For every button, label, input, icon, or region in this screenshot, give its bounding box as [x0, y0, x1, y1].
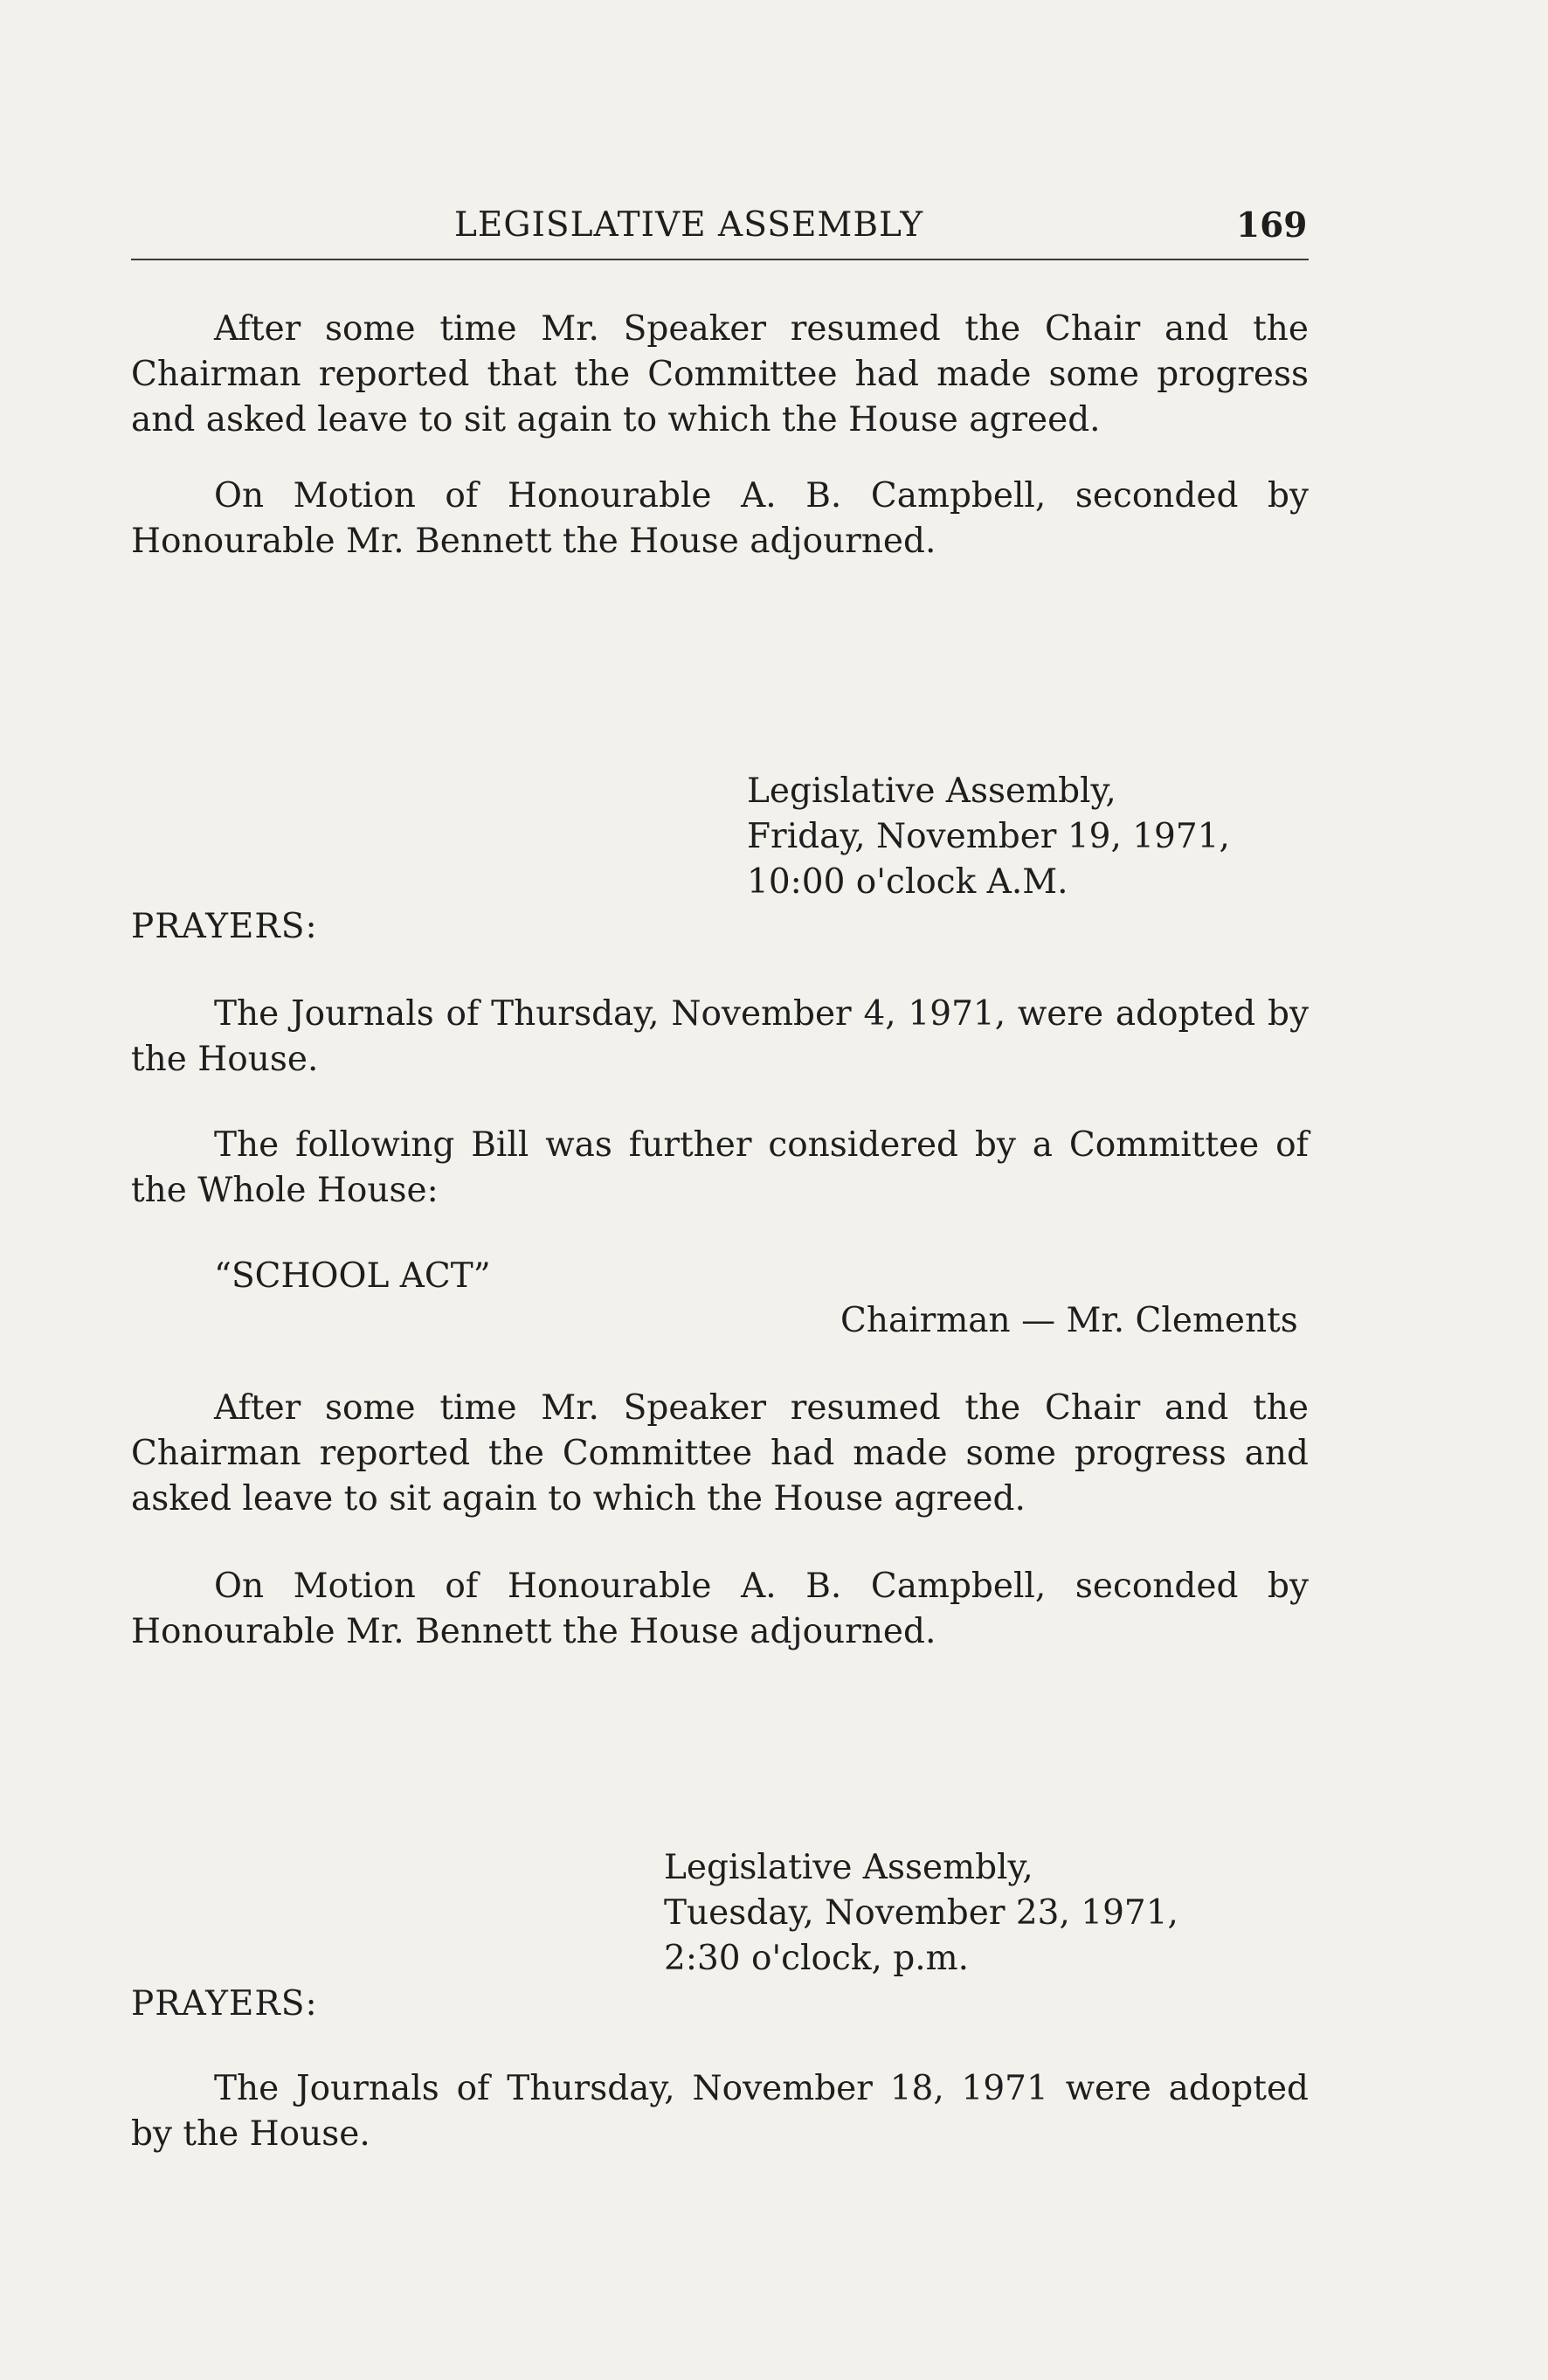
paragraph-bill-considered: The following Bill was further considered by a Committee of the Whole House:: [131, 1125, 1309, 1210]
sitting-header-line-2: Friday, November 19, 1971,: [747, 817, 1230, 856]
page-number: 169: [1236, 205, 1308, 246]
paragraph-adjournment-2: On Motion of Honourable A. B. Campbell, seconded by Honourable Mr. Bennett the House adjourned.: [131, 1567, 1309, 1651]
sitting2-header-line-2: Tuesday, November 23, 1971,: [664, 1893, 1178, 1933]
sitting2-header-line-3: 2:30 o'clock, p.m.: [664, 1939, 969, 1978]
sitting2-header-line-1: Legislative Assembly,: [664, 1848, 1033, 1887]
paragraph-committee-report-1: After some time Mr. Speaker resumed the Chair and the Chairman reported that the Committee had made some progress and asked leave to sit again to which the House agreed.: [131, 309, 1309, 439]
prayers-heading-1: PRAYERS:: [131, 907, 318, 946]
bill-title: “SCHOOL ACT”: [214, 1256, 491, 1296]
paragraph-journals-adopted-2: The Journals of Thursday, November 18, 1971 were adopted by the House.: [131, 2069, 1309, 2154]
prayers-heading-2: PRAYERS:: [131, 1984, 318, 2024]
header-rule: [131, 259, 1309, 260]
paragraph-journals-adopted-1: The Journals of Thursday, November 4, 1971, were adopted by the House.: [131, 994, 1309, 1079]
paragraph-adjournment-1: On Motion of Honourable A. B. Campbell, seconded by Honourable Mr. Bennett the House adjourned.: [131, 476, 1309, 561]
running-header: LEGISLATIVE ASSEMBLY: [454, 205, 924, 245]
paragraph-committee-report-2: After some time Mr. Speaker resumed the Chair and the Chairman reported the Committee had made some progress and asked leave to sit again to which the House agreed.: [131, 1388, 1309, 1519]
bill-chairman: Chairman — Mr. Clements: [840, 1301, 1298, 1340]
sitting-header-line-3: 10:00 o'clock A.M.: [747, 862, 1068, 902]
sitting-header-line-1: Legislative Assembly,: [747, 771, 1116, 811]
